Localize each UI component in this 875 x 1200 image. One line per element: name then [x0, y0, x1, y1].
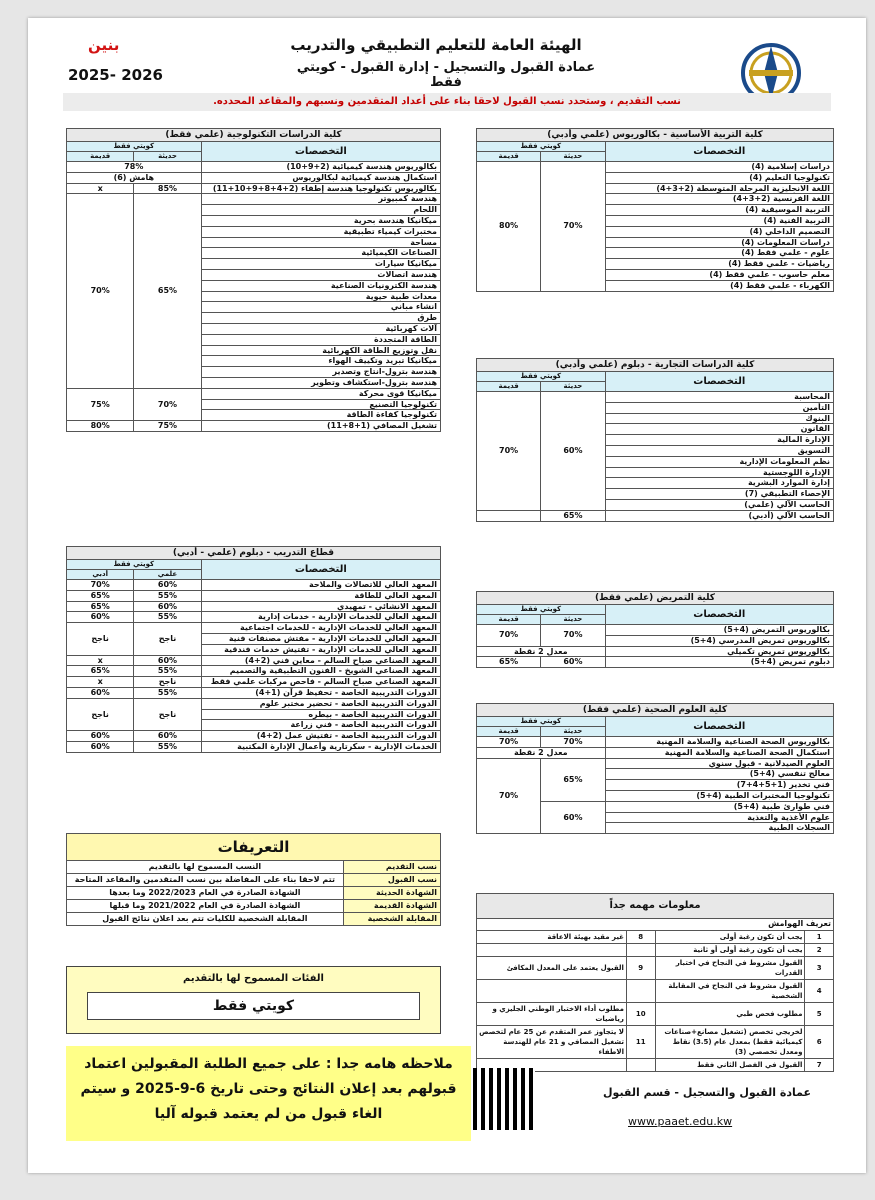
- business-studies-table: [476, 358, 834, 522]
- spec-row: الدورات التدريبية الخاصة - تفتيش عمل (2+4): [201, 731, 440, 742]
- deanship-title: عمادة القبول والتسجيل - إدارة القبول - كويتي فقط: [296, 60, 596, 90]
- spec-row: المعهد الانشائي - تمهيدي: [201, 601, 440, 612]
- spec-row: التأمين: [605, 402, 833, 413]
- spec-row: الخدمات الإدارية - سكرتارية وأعمال الإدارة المكتبية: [201, 741, 440, 752]
- old-cert-label: قديمة: [477, 727, 541, 737]
- rate-cell: 60%: [67, 687, 134, 698]
- kuwaiti-only-label: كويتي فقط: [477, 717, 606, 727]
- rate-cell: 70%: [67, 194, 134, 388]
- spec-row: الصناعات الكيميائية: [201, 248, 440, 259]
- rate-cell: معدل 2 نقطة: [477, 646, 606, 657]
- rate-cell: [626, 1058, 655, 1071]
- col-specialties: التخصصات: [605, 142, 833, 162]
- spec-row: الإدارة اللوجستية: [605, 467, 833, 478]
- spec-row: المعهد العالي للطاقة: [201, 590, 440, 601]
- rate-cell: [626, 943, 655, 956]
- rate-cell: 5: [805, 1002, 834, 1025]
- tech-college-table: [66, 128, 441, 432]
- rate-cell: 1: [805, 930, 834, 943]
- rate-cell: 8: [626, 930, 655, 943]
- rate-cell: 55%: [134, 666, 201, 677]
- rate-cell: x: [67, 183, 134, 194]
- rate-cell: ناجح: [134, 677, 201, 688]
- spec-row: المعهد الصناعي صباح السالم - معاين فني (2+4): [201, 655, 440, 666]
- rate-cell: 10: [626, 1002, 655, 1025]
- spec-row: طرق: [201, 313, 440, 324]
- rate-cell: 60%: [67, 612, 134, 623]
- rate-cell: 60%: [134, 655, 201, 666]
- spec-row: المعهد العالي للخدمات الإدارية - مفتش مصنفات فنية: [201, 633, 440, 644]
- rate-cell: 60%: [134, 580, 201, 591]
- rate-cell: هامش (6): [67, 172, 202, 183]
- spec-row: القانون: [605, 424, 833, 435]
- old-cert-label: قديمة: [477, 152, 541, 162]
- rate-cell: [626, 979, 655, 1002]
- old-cert-label: قديمة: [477, 615, 541, 625]
- authority-title: الهيئة العامة للتعليم التطبيقي والتدريب: [290, 36, 582, 54]
- rate-cell: 70%: [477, 625, 541, 647]
- training-title: قطاع التدريب - دبلوم (علمي - أدبي): [67, 547, 441, 560]
- new-cert-label: حديثة: [541, 152, 605, 162]
- spec-row: القبول يعتمد على المعدل المكافئ: [477, 956, 627, 979]
- rate-cell: 65%: [477, 657, 541, 668]
- spec-row: تكنولوجيا المختبرات الطبية (4+5): [605, 790, 833, 801]
- rate-cell: 70%: [477, 758, 541, 834]
- spec-row: مساحة: [201, 237, 440, 248]
- rate-cell: معدل 2 نقطة: [477, 747, 606, 758]
- spec-row: هندسة الكترونيات الصناعية: [201, 280, 440, 291]
- spec-row: الدورات التدريبية الخاصة - بيطره: [201, 709, 440, 720]
- rate-cell: 60%: [541, 657, 605, 668]
- spec-row: اللغة الانجليزية المرحلة المتوسطة (2+3+4): [605, 183, 833, 194]
- spec-row: العلوم الصيدلانية - قبول سنوي: [605, 758, 833, 769]
- rate-cell: الشهادة الصادرة في العام 2021/2022 وما قبلها: [67, 900, 344, 913]
- rate-cell: 70%: [477, 392, 541, 511]
- rate-cell: 75%: [67, 388, 134, 420]
- spec-row: فني تخدير (1+5+4+7): [605, 780, 833, 791]
- col-specialties: التخصصات: [201, 142, 440, 162]
- spec-row: معالج تنفسي (4+5): [605, 769, 833, 780]
- rate-cell: 70%: [541, 625, 605, 647]
- spec-row: دراسات المعلومات (4): [605, 237, 833, 248]
- rate-cell: ناجح: [134, 698, 201, 730]
- edu-title: كلية التربية الأساسية - بكالوريوس (علمي وأدبي): [477, 129, 834, 142]
- spec-row: مطلوب أداء الاختبار الوطني الجليزي و رياضيات: [477, 1002, 627, 1025]
- spec-row: القبول مشروط في النجاح في اختبار القدرات: [655, 956, 805, 979]
- rate-cell: 60%: [134, 731, 201, 742]
- nursing-title: كلية التمريض (علمي فقط): [477, 592, 834, 605]
- rate-cell: 75%: [134, 421, 201, 432]
- gender-label: بنين: [88, 36, 120, 54]
- website-link[interactable]: www.paaet.edu.kw: [628, 1115, 733, 1128]
- spec-row: اللحام: [201, 205, 440, 216]
- spec-row: هندسة بترول-انتاج وتصدير: [201, 367, 440, 378]
- spec-row: بكالوريوس تكنولوجيا هندسة إطفاء (2+4+8+9+10+11): [201, 183, 440, 194]
- rate-cell: 65%: [134, 194, 201, 388]
- rate-cell: 11: [626, 1025, 655, 1058]
- spec-row: الكهرباء - علمي فقط (4): [605, 280, 833, 291]
- rate-cell: 70%: [541, 737, 605, 748]
- spec-row: تكنولوجيا التصنيع: [201, 399, 440, 410]
- spec-row: ميكانيكا سيارات: [201, 259, 440, 270]
- spec-row: اللغة الفرنسية (2+3+4): [605, 194, 833, 205]
- spec-row: إدارة الموارد البشرية: [605, 478, 833, 489]
- spec-row: السجلات الطبية: [605, 823, 833, 834]
- basic-education-table: [476, 128, 834, 292]
- spec-row: نسب القبول: [343, 874, 440, 887]
- rate-cell: 9: [626, 956, 655, 979]
- spec-row: استكمال هندسة كيميائية لبكالوريوس: [201, 172, 440, 183]
- new-cert-label: حديثة: [541, 615, 605, 625]
- rate-cell: 70%: [134, 388, 201, 420]
- new-cert-label: حديثة: [134, 152, 201, 162]
- qr-code[interactable]: [473, 1068, 535, 1130]
- spec-row: المعهد العالي للخدمات الإدارية - خدمات إدارية: [201, 612, 440, 623]
- definitions-table: [66, 833, 441, 926]
- spec-row: ميكانيكا قوى محركة: [201, 388, 440, 399]
- spec-row: يجب أن تكون رغبة أولى أو ثانية: [655, 943, 805, 956]
- spec-row: هندسة كمبيوتر: [201, 194, 440, 205]
- allowed-title: الفئات المسموح لها بالتقديم: [183, 973, 324, 984]
- rate-cell: 55%: [134, 687, 201, 698]
- spec-row: آلات كهربائية: [201, 323, 440, 334]
- admission-sheet: [28, 18, 866, 1173]
- spec-row: رياضيات - علمي فقط (4): [605, 259, 833, 270]
- spec-row: بكالوريوس الصحة الصناعية والسلامة المهنية: [605, 737, 833, 748]
- training-sector-table: [66, 546, 441, 753]
- spec-row: نقل وتوزيع الطاقة الكهربائية: [201, 345, 440, 356]
- spec-row: الإحصاء التطبيقي (7): [605, 489, 833, 500]
- rate-cell: تتم لاحقا بناء على المفاضلة بين نسب المتقدمين والمقاعد المتاحة: [67, 874, 344, 887]
- health-title: كلية العلوم الصحية (علمي فقط): [477, 704, 834, 717]
- rate-cell: 4: [805, 979, 834, 1002]
- spec-row: المعهد الصناعي صباح السالم - فاحص مركبات علمي فقط: [201, 677, 440, 688]
- spec-row: المحاسبة: [605, 392, 833, 403]
- spec-row: تكنولوجيا كفاءة الطاقة: [201, 410, 440, 421]
- rate-cell: 3: [805, 956, 834, 979]
- spec-row: بكالوريوس هندسة كيميائية (2+9+10): [201, 162, 440, 173]
- spec-row: بكالوريوس تمريض المدرسي (4+5): [605, 635, 833, 646]
- kuwaiti-only-label: كويتي فقط: [67, 142, 202, 152]
- new-cert-label: حديثة: [541, 382, 605, 392]
- new-cert-label: حديثة: [541, 727, 605, 737]
- important-note: ملاحظه هامه جدا : على جميع الطلبة المقبولين اعتماد قبولهم بعد إعلان النتائج وحتى تاريخ 6-9-2025 و سيتم الغاء قبول من لم يعتمد قبوله آليا: [66, 1046, 471, 1141]
- rate-cell: 70%: [541, 162, 605, 292]
- rate-cell: ناجح: [134, 623, 201, 655]
- kuwaiti-only-label: كويتي فقط: [477, 142, 606, 152]
- spec-row: القبول مشروط في النجاح في المقابلة الشخصية: [655, 979, 805, 1002]
- rate-cell: النسب المسموح لها بالتقديم: [67, 861, 344, 874]
- spec-row: الدورات التدريبية الخاصة - تحضير مختبر علوم: [201, 698, 440, 709]
- spec-row: تكنولوجيا التعليم (4): [605, 172, 833, 183]
- rate-cell: 60%: [67, 741, 134, 752]
- rate-cell: 55%: [134, 741, 201, 752]
- spec-row: القبول في الفصل الثاني فقط: [655, 1058, 805, 1071]
- spec-row: الدورات التدريبية الخاصة - تحفيظ قرآن (1+4): [201, 687, 440, 698]
- bus-title: كلية الدراسات التجارية - دبلوم (علمي وأدبي): [477, 359, 834, 372]
- spec-row: لا يتجاوز عمر المتقدم عن 25 عام لتخصص تشغيل المصافي و 21 عام للهندسة الاطفاء: [477, 1025, 627, 1058]
- rate-cell: 6: [805, 1025, 834, 1058]
- spec-row: الحاسب الآلي (أدبي): [605, 510, 833, 521]
- spec-row: هندسة اتصالات: [201, 269, 440, 280]
- spec-row: المعهد العالي للخدمات الإدارية - تفتيش خدمات فندقية: [201, 644, 440, 655]
- notice-banner: نسب التقديم ، وستحدد نسب القبول لاحقا بناء على أعداد المتقدمين ونسبهم والمقاعد المحدده.: [63, 93, 831, 111]
- spec-row: مختبرات كيمياء تطبيقية: [201, 226, 440, 237]
- spec-row: التسويق: [605, 445, 833, 456]
- rate-cell: x: [67, 677, 134, 688]
- spec-row: الشهادة القديمة: [343, 900, 440, 913]
- spec-row: يجب أن تكون رغبة أولى: [655, 930, 805, 943]
- spec-row: هندسة بترول-استكشاف وتطوير: [201, 377, 440, 388]
- rate-cell: 65%: [67, 601, 134, 612]
- spec-row: الدورات التدريبية الخاصة - فني زراعة: [201, 720, 440, 731]
- spec-row: المعهد العالي للاتصالات والملاحة: [201, 580, 440, 591]
- rate-cell: 55%: [134, 612, 201, 623]
- rate-cell: 65%: [541, 758, 605, 801]
- margins-subtitle: تعريف الهوامش: [477, 919, 834, 931]
- spec-row: دراسات إسلامية (4): [605, 162, 833, 173]
- spec-row: الحاسب الآلي (علمي): [605, 499, 833, 510]
- col-specialties: التخصصات: [605, 717, 833, 737]
- spec-row: علوم الأغذية والتغذية: [605, 812, 833, 823]
- allowed-value: كويتي فقط: [87, 992, 420, 1020]
- rate-cell: 80%: [477, 162, 541, 292]
- important-info-table: [476, 893, 834, 1072]
- spec-row: الطاقة المتجددة: [201, 334, 440, 345]
- rate-cell: 70%: [67, 580, 134, 591]
- footer-dept: عمادة القبول والتسجيل - قسم القبول: [603, 1086, 812, 1099]
- col-specialties: التخصصات: [605, 372, 833, 392]
- spec-row: بكالوريوس التمريض (4+5): [605, 625, 833, 636]
- rate-cell: 85%: [134, 183, 201, 194]
- spec-row: معدات طبية حيوية: [201, 291, 440, 302]
- spec-row: المعهد الصناعي الشويخ - الفنون التطبيقية والتصميم: [201, 666, 440, 677]
- rate-cell: 7: [805, 1058, 834, 1071]
- spec-row: المقابلة الشخصية: [343, 913, 440, 926]
- rate-cell: 60%: [134, 601, 201, 612]
- rate-cell: 60%: [541, 801, 605, 833]
- rate-cell: 70%: [477, 737, 541, 748]
- spec-row: نظم المعلومات الإدارية: [605, 456, 833, 467]
- rate-cell: الشهادة الصادرة في العام 2022/2023 وما بعدها: [67, 887, 344, 900]
- spec-row: فني طوارئ طبية (4+5): [605, 801, 833, 812]
- rate-cell: 65%: [67, 666, 134, 677]
- rate-cell: 60%: [541, 392, 605, 511]
- rate-cell: x: [67, 655, 134, 666]
- old-cert-label: قديمة: [67, 152, 134, 162]
- scientific-label: علمي: [134, 570, 201, 580]
- spec-row: الإدارة المالية: [605, 435, 833, 446]
- allowed-categories-box: [66, 966, 441, 1034]
- spec-row: بكالوريوس تمريض تكميلي: [605, 646, 833, 657]
- spec-row: معلم حاسوب - علمي فقط (4): [605, 269, 833, 280]
- rate-cell: ناجح: [67, 698, 134, 730]
- spec-row: نسب التقديم: [343, 861, 440, 874]
- rate-cell: 55%: [134, 590, 201, 601]
- spec-row: ميكانيكا تبريد وتكييف الهواء: [201, 356, 440, 367]
- info-title: معلومات مهمه جداً: [477, 894, 834, 919]
- rate-cell: 80%: [67, 421, 134, 432]
- spec-row: [477, 979, 627, 1002]
- literary-label: أدبي: [67, 570, 134, 580]
- spec-row: التربية الموسيقية (4): [605, 205, 833, 216]
- spec-row: استكمال الصحة الصناعية والسلامة المهنية: [605, 747, 833, 758]
- rate-cell: المقابلة الشخصية للكليات تتم بعد اعلان نتائج القبول: [67, 913, 344, 926]
- rate-cell: 65%: [541, 510, 605, 521]
- spec-row: المعهد العالي للخدمات الإدارية - للخدمات اجتماعية: [201, 623, 440, 634]
- rate-cell: 78%: [67, 162, 202, 173]
- kuwaiti-only-label: كويتي فقط: [477, 605, 606, 615]
- academic-year: 2025- 2026: [68, 66, 163, 84]
- spec-row: [477, 943, 627, 956]
- rate-cell: 60%: [67, 731, 134, 742]
- tech-title: كلية الدراسات التكنولوجية (علمي فقط): [67, 129, 441, 142]
- health-sciences-table: [476, 703, 834, 834]
- spec-row: البنوك: [605, 413, 833, 424]
- definitions-title: التعريفات: [67, 834, 441, 861]
- spec-row: ميكانيكا هندسة بحرية: [201, 215, 440, 226]
- kuwaiti-only-label: كويتي فقط: [67, 560, 202, 570]
- spec-row: مطلوب فحص طبي: [655, 1002, 805, 1025]
- spec-row: الشهادة الحديثة: [343, 887, 440, 900]
- rate-cell: ناجح: [67, 623, 134, 655]
- spec-row: دبلوم تمريض (4+5): [605, 657, 833, 668]
- old-cert-label: قديمة: [477, 382, 541, 392]
- spec-row: علوم - علمي فقط (4): [605, 248, 833, 259]
- col-specialties: التخصصات: [201, 560, 440, 580]
- spec-row: التربية الفنية (4): [605, 215, 833, 226]
- kuwaiti-only-label: كويتي فقط: [477, 372, 606, 382]
- spec-row: غير مقيد بهيئة الاعاقة: [477, 930, 627, 943]
- spec-row: لخريجي تخصص (تشغيل مصانع+صناعات كيميائية فقط) بمعدل عام (3.5) نقاط ومعدل تخصصي (3): [655, 1025, 805, 1058]
- spec-row: تشغيل المصافي (1+8+11): [201, 421, 440, 432]
- rate-cell: 2: [805, 943, 834, 956]
- rate-cell: 65%: [67, 590, 134, 601]
- nursing-table: [476, 591, 834, 668]
- spec-row: انشاء مباني: [201, 302, 440, 313]
- spec-row: التصميم الداخلي (4): [605, 226, 833, 237]
- col-specialties: التخصصات: [605, 605, 833, 625]
